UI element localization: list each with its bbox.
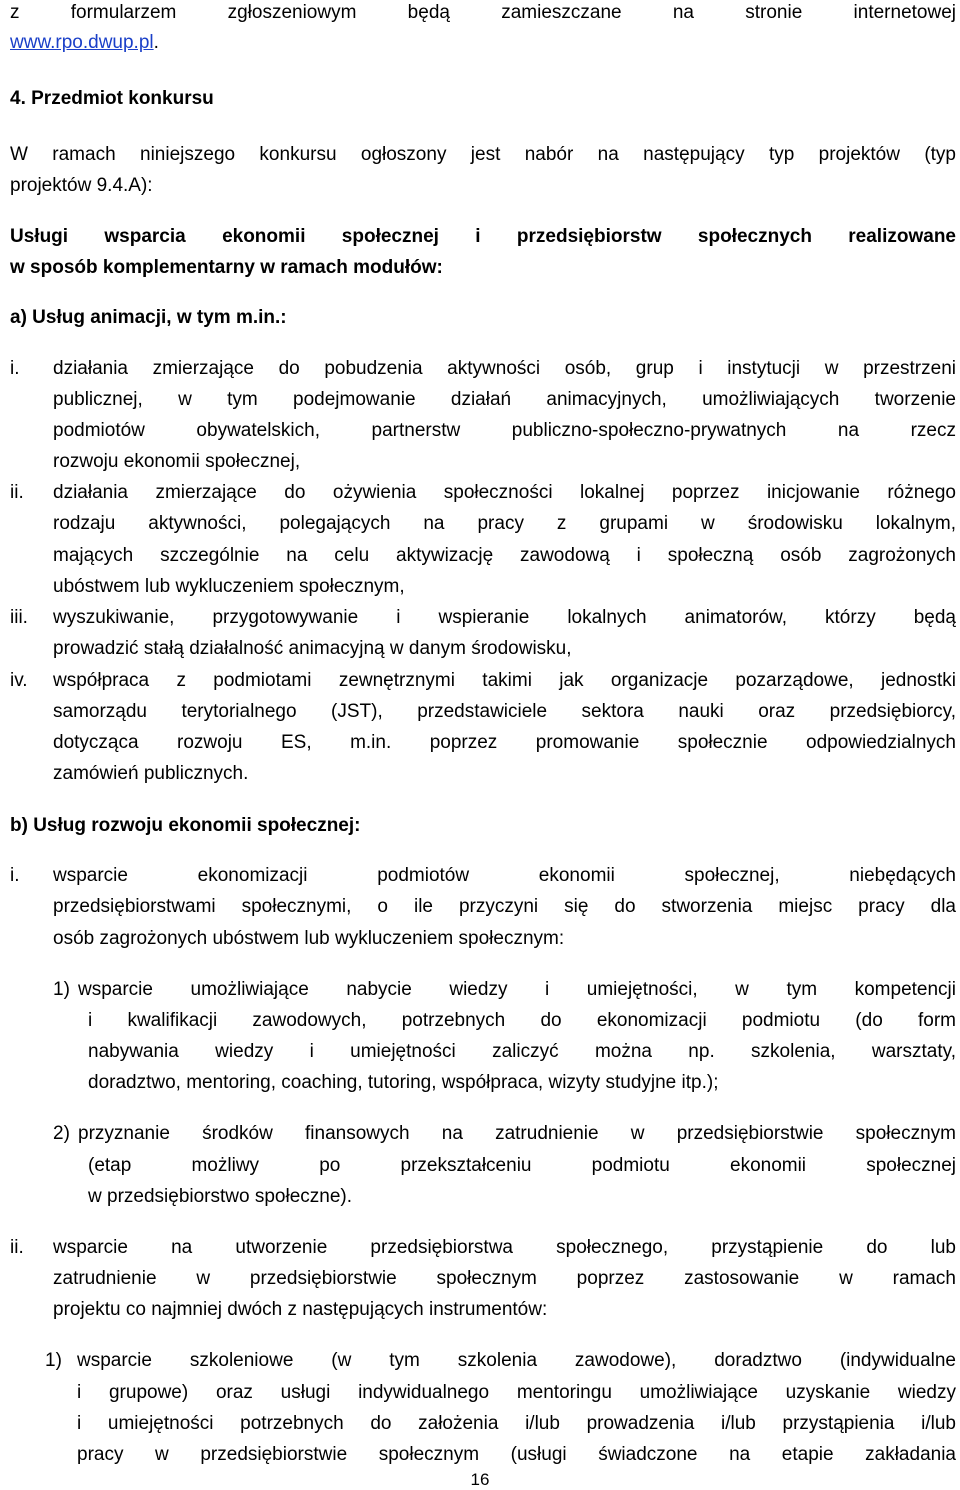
sub-item-line: w przedsiębiorstwo społeczne). [88,1186,353,1207]
sub-item-line: i kwalifikacji zawodowych, potrzebnych do ekonomizacji podmiotu (do form [88,1010,956,1031]
list-item-line: publicznej, w tym podejmowanie działań animacyjnych, umożliwiających tworzenie [53,389,956,410]
section-paragraph-line-1: W ramach niniejszego konkursu ogłoszony jest nabór na następujący typ projektów (typ [10,144,956,165]
sub-item-line: (etap możliwy po przekształceniu podmiotu ekonomii społecznej [88,1155,956,1176]
list-item-line: prowadzić stałą działalność animacyjną w danym środowisku, [53,638,572,659]
list-item-line: wsparcie ekonomizacji podmiotów ekonomii społecznej, niebędących [53,865,956,886]
website-link[interactable]: www.rpo.dwup.pl [10,32,154,53]
list-item-line: zatrudnienie w przedsiębiorstwie społecznym poprzez zastosowanie w ramach [53,1268,956,1289]
list-item-line: działania zmierzające do ożywienia społeczności lokalnej poprzez inicjowanie różnego [53,482,956,503]
project-type-line-1: Usługi wsparcia ekonomii społecznej i przedsiębiorstw społecznych realizowane [10,226,956,247]
intro-link-suffix: . [153,32,159,53]
list-item-line: ubóstwem lub wykluczeniem społecznym, [53,576,405,597]
intro-line: z formularzem zgłoszeniowym będą zamieszczane na stronie internetowej [10,2,956,23]
list-item-line: dotycząca rozwoju ES, m.in. poprzez promowanie społecznie odpowiedzialnych [53,732,956,753]
list-item-line: rodzaju aktywności, polegających na pracy z grupami w środowisku lokalnym, [53,513,956,534]
section-paragraph-line-2: projektów 9.4.A): [10,175,153,196]
sub-item-line: pracy w przedsiębiorstwie społecznym (usługi świadczone na etapie zakładania [77,1444,956,1465]
intro-link-line [10,32,159,54]
sub-item-line: wsparcie umożliwiające nabycie wiedzy i umiejętności, w tym kompetencji [78,979,956,1000]
list-item-line: działania zmierzające do pobudzenia aktywności osób, grup i instytucji w przestrzeni [53,358,956,379]
list-item-number: ii. [10,482,24,503]
project-type-line-2: w sposób komplementarny w ramach modułów: [10,257,443,278]
list-item-line: mających szczególnie na celu aktywizację zawodową i społeczną osób zagrożonych [53,545,956,566]
section-heading: 4. Przedmiot konkursu [10,88,214,109]
list-item-line: osób zagrożonych ubóstwem lub wykluczeniem społecznym: [53,928,565,949]
sub-item-number: 1) [45,1350,62,1371]
list-item-number: iii. [10,607,28,628]
list-item-number: ii. [10,1237,24,1258]
part-a-heading: a) Usług animacji, w tym m.in.: [10,307,287,328]
list-item-line: podmiotów obywatelskich, partnerstw publiczno-społeczno-prywatnych na rzecz [53,420,956,441]
sub-item-line: i grupowe) oraz usługi indywidualnego mentoringu umożliwiające uzyskanie wiedzy [77,1382,956,1403]
sub-item-line: doradztwo, mentoring, coaching, tutoring, współpraca, wizyty studyjne itp.); [88,1072,719,1093]
part-b-heading: b) Usług rozwoju ekonomii społecznej: [10,815,361,836]
list-item-line: wyszukiwanie, przygotowywanie i wspieranie lokalnych animatorów, którzy będą [53,607,956,628]
list-item-line: samorządu terytorialnego (JST), przedstawiciele sektora nauki oraz przedsiębiorcy, [53,701,956,722]
list-item-line: przedsiębiorstwami społecznymi, o ile przyczyni się do stworzenia miejsc pracy dla [53,896,956,917]
sub-item-line: wsparcie szkoleniowe (w tym szkolenia zawodowe), doradztwo (indywidualne [77,1350,956,1371]
list-item-number: iv. [10,670,28,691]
sub-item-line: i umiejętności potrzebnych do założenia i/lub prowadzenia i/lub przystąpienia i/lub [77,1413,956,1434]
sub-item-line: nabywania wiedzy i umiejętności zaliczyć można np. szkolenia, warsztaty, [88,1041,956,1062]
list-item-number: i. [10,358,20,379]
sub-item-line: przyznanie środków finansowych na zatrudnienie w przedsiębiorstwie społecznym [78,1123,956,1144]
sub-item-number: 1) [53,979,70,1000]
list-item-line: współpraca z podmiotami zewnętrznymi takimi jak organizacje pozarządowe, jednostki [53,670,956,691]
sub-item-number: 2) [53,1123,70,1144]
page-number: 16 [470,1470,490,1489]
list-item-line: projektu co najmniej dwóch z następujących instrumentów: [53,1299,548,1320]
list-item-line: rozwoju ekonomii społecznej, [53,451,301,472]
list-item-line: wsparcie na utworzenie przedsiębiorstwa społecznego, przystąpienie do lub [53,1237,956,1258]
list-item-line: zamówień publicznych. [53,763,249,784]
list-item-number: i. [10,865,20,886]
